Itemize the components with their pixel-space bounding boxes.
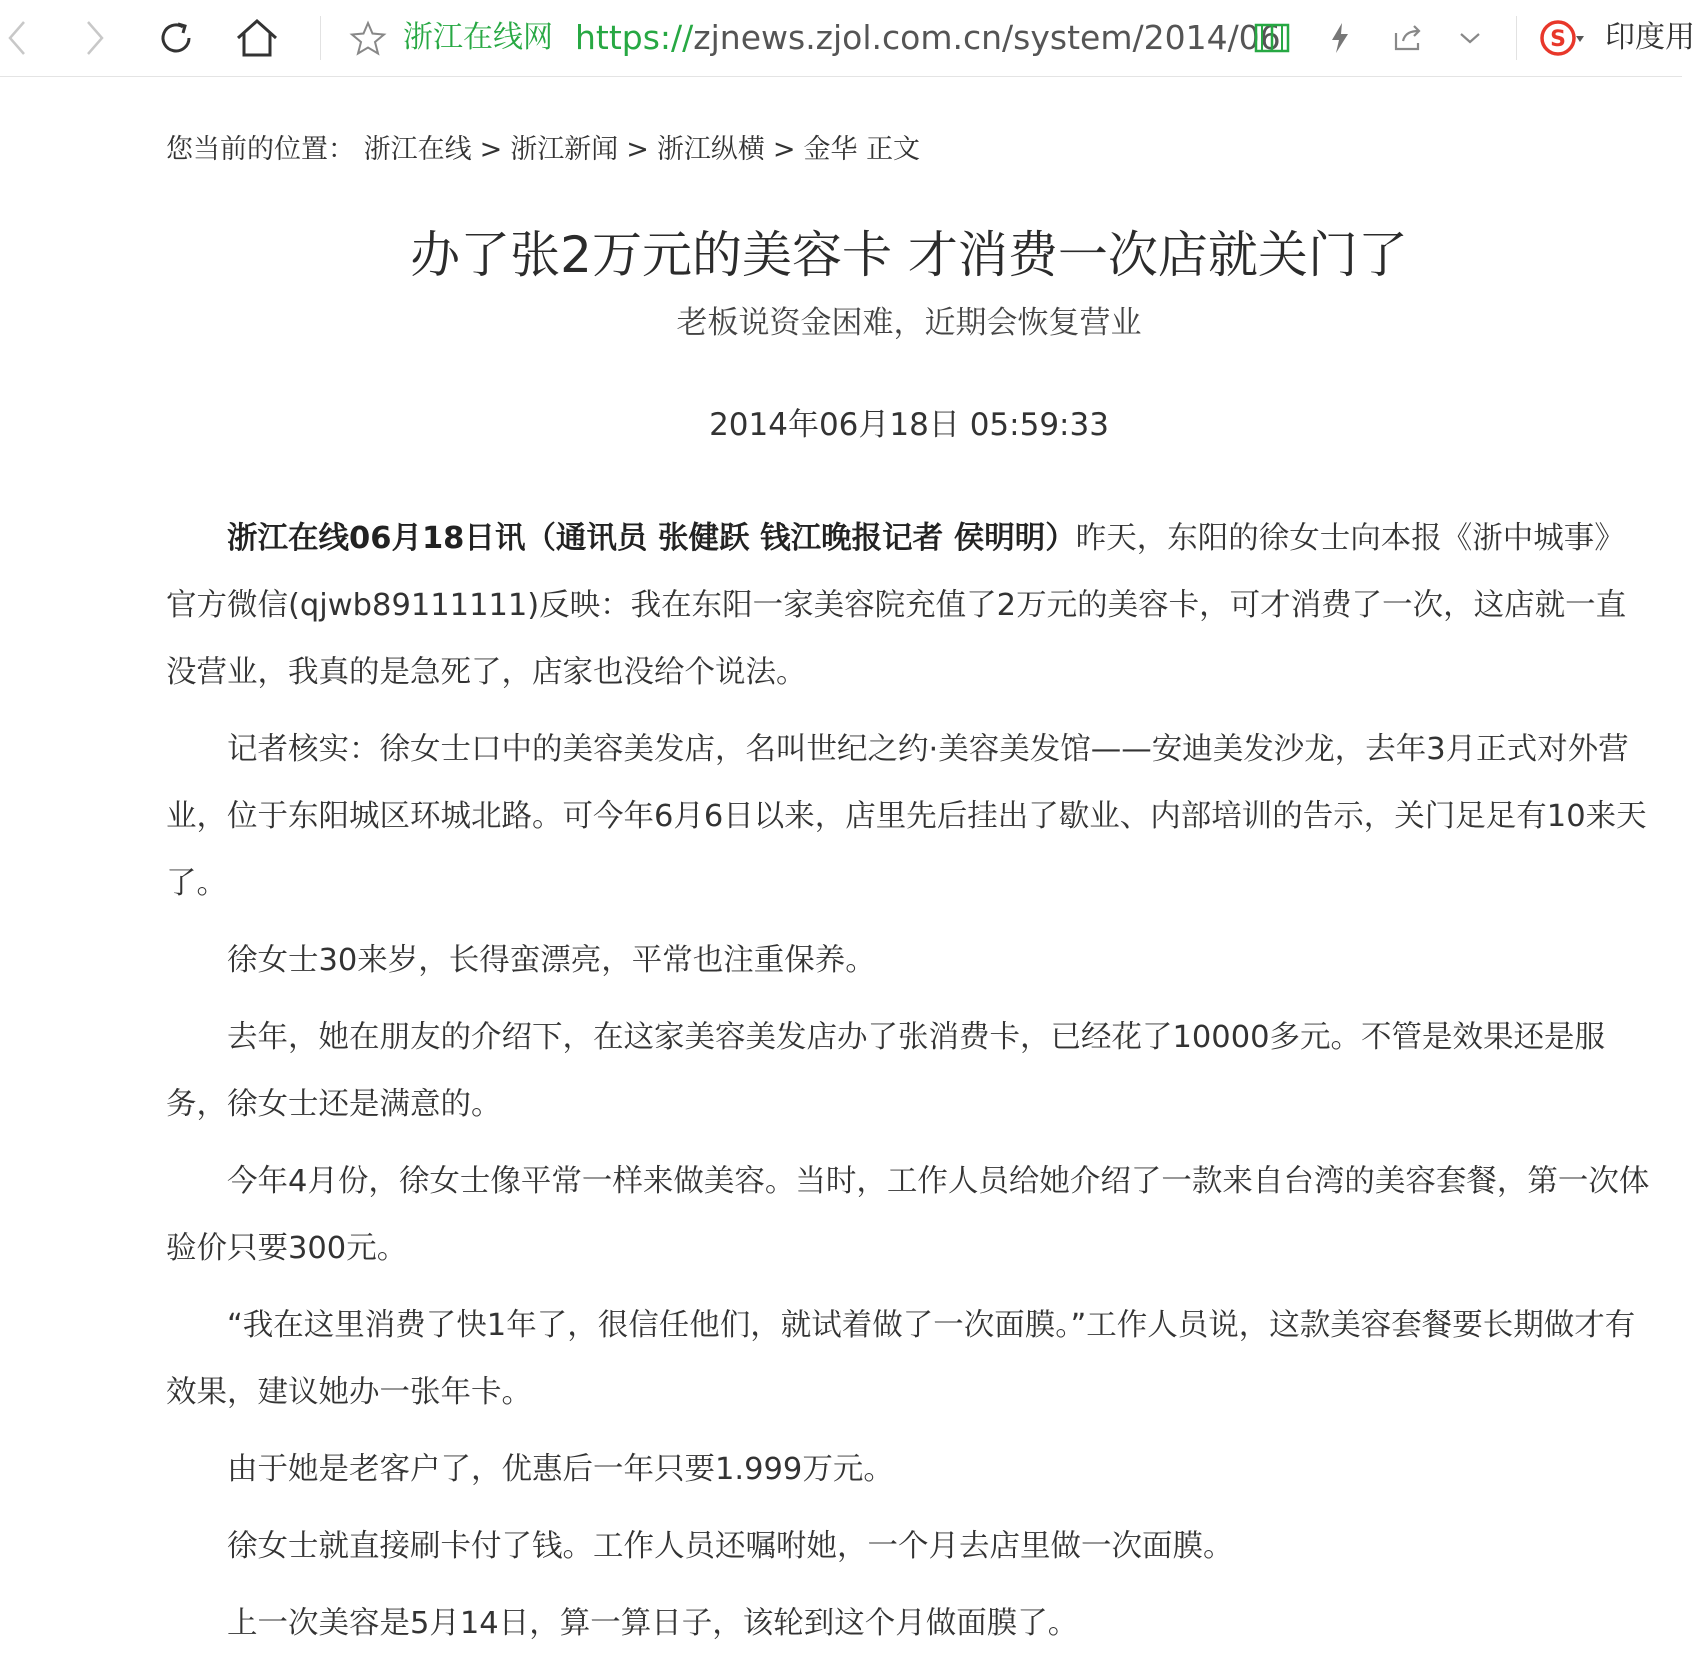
back-icon: [6, 20, 28, 56]
star-icon: [350, 20, 386, 56]
browser-toolbar: [0, 0, 1695, 77]
reader-mode-button[interactable]: [1252, 0, 1292, 76]
more-menu-button[interactable]: [1452, 0, 1488, 76]
back-button[interactable]: [0, 0, 34, 76]
article-paragraph: 徐女士30来岁，长得蛮漂亮，平常也注重保养。: [227, 943, 876, 978]
article-paragraph: 去年，她在朋友的介绍下，在这家美容美发店办了张消费卡，已经花了10000多元。不管是效果还是服务，徐女士还是满意的。: [166, 1020, 1606, 1122]
reload-button[interactable]: [154, 0, 198, 76]
search-engine-label[interactable]: 印度用: [1605, 20, 1695, 55]
svg-text:S: S: [1550, 27, 1566, 52]
breadcrumb-separator: >: [772, 134, 796, 165]
breadcrumb-prefix: 您当前的位置：: [166, 134, 355, 165]
home-button[interactable]: [232, 0, 282, 76]
reload-icon: [156, 18, 196, 58]
breadcrumb-separator: >: [626, 134, 649, 165]
article-body: [166, 505, 1652, 1667]
address-bar[interactable]: [575, 0, 1281, 76]
bookmark-star-button[interactable]: [348, 0, 388, 76]
toolbar-divider: [1516, 16, 1517, 60]
breadcrumb-link-zj-news[interactable]: 浙江新闻: [510, 134, 619, 165]
article-lead: 浙江在线06月18日讯（通讯员 张健跃 钱江晚报记者 侯明明）: [227, 521, 1076, 556]
article-paragraph: 今年4月份，徐女士像平常一样来做美容。当时，工作人员给她介绍了一款来自台湾的美容套餐，第一次体验价只要300元。: [166, 1164, 1650, 1266]
breadcrumb-separator: >: [479, 134, 503, 165]
lightning-icon: [1329, 22, 1351, 54]
share-icon: [1392, 23, 1424, 53]
breadcrumb: [166, 128, 920, 172]
article-paragraph: 记者核实：徐女士口中的美容美发店，名叫世纪之约·美容美发馆——安迪美发沙龙，去年3月正式对外营业，位于东阳城区环城北路。可今年6月6日以来，店里先后挂出了歇业、内部培训的告示，关门足足有10来天了。: [166, 732, 1647, 901]
sogou-logo-icon: [1540, 18, 1584, 58]
forward-button[interactable]: [78, 0, 112, 76]
article-paragraph: “我在这里消费了快1年了，很信任他们，就试着做了一次面膜。”工作人员说，这款美容套餐要长期做才有效果，建议她办一张年卡。: [166, 1308, 1636, 1410]
breadcrumb-link-zj-zongheng[interactable]: 浙江纵横: [656, 134, 765, 165]
article-title: 办了张2万元的美容卡 才消费一次店就关门了: [410, 226, 1408, 284]
article-date: 2014年06月18日 05:59:33: [709, 407, 1109, 443]
home-icon: [235, 18, 279, 58]
speed-mode-button[interactable]: [1322, 0, 1358, 76]
article-paragraph: [166, 505, 1652, 706]
article-subtitle: 老板说资金困难，近期会恢复营业: [676, 305, 1142, 341]
chevron-down-icon: [1458, 30, 1482, 46]
breadcrumb-current: 正文: [866, 134, 921, 165]
article-paragraph: 徐女士就直接刷卡付了钱。工作人员还嘱咐她，一个月去店里做一次面膜。: [227, 1529, 1234, 1564]
article-paragraph-text: 昨天，东阳的徐女士向本报《浙中城事》官方微信(qjwb89111111)反映：我在东阳一家美容院充值了2万元的美容卡，可才消费了一次，这店就一直没营业，我真的是急死了，店家也没给个说法。: [166, 521, 1627, 690]
article-paragraph: 由于她是老客户了，优惠后一年只要1.999万元。: [227, 1452, 894, 1487]
url-scheme: https://: [575, 18, 694, 57]
breadcrumb-link-jinhua[interactable]: 金华: [803, 134, 858, 165]
forward-icon: [84, 20, 106, 56]
share-button[interactable]: [1388, 0, 1428, 76]
breadcrumb-link-zjol[interactable]: 浙江在线: [363, 134, 472, 165]
reader-icon: [1254, 22, 1290, 54]
article-paragraph: 上一次美容是5月14日，算一算日子，该轮到这个月做面膜了。: [227, 1606, 1079, 1641]
search-engine-selector[interactable]: [1530, 0, 1594, 76]
site-name-label: 浙江在线网: [403, 20, 553, 55]
toolbar-divider: [320, 16, 321, 60]
url-path: zjnews.zjol.com.cn/system/2014/06: [693, 18, 1281, 57]
